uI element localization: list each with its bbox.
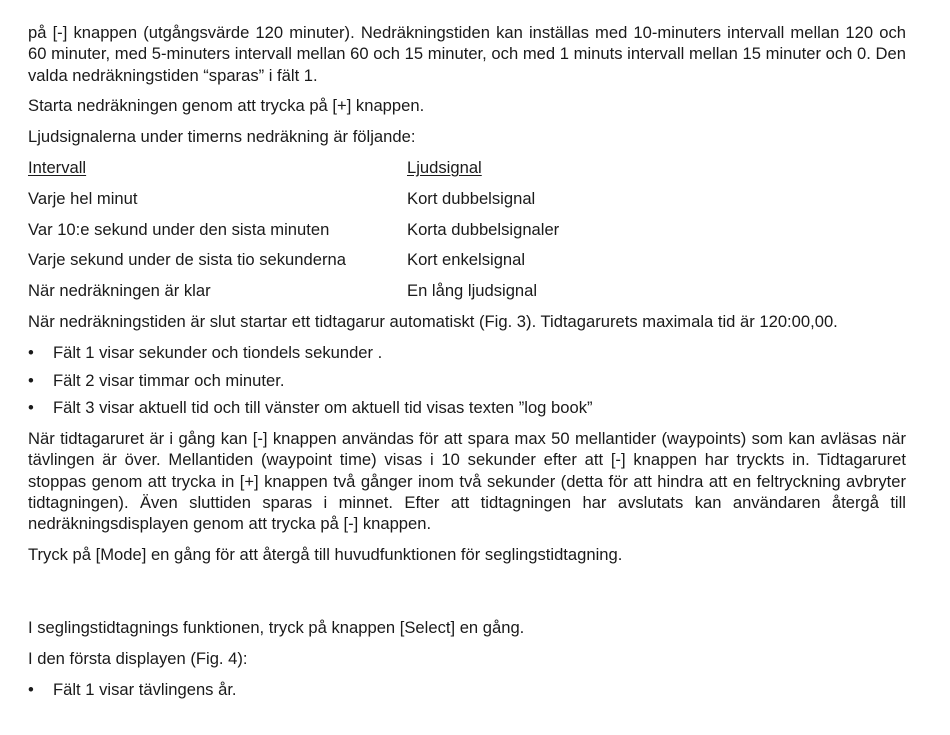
bullet-icon: • — [28, 398, 34, 418]
paragraph-waypoints: När tidtagaruret är i gång kan [-] knappen användas för att spara max 50 mellantider (waypoints) som kan avläsas när tävlingen är över. Mellantiden (waypoint time) visas i 10 sekunder efter att [-] knappen har tryckts in. Tidtagaruret stoppas genom att trycka in [+] knappen två gånger inom två sekunder (detta för att hindra att en feltryckning avbryter tidtagningen). Även sluttiden sparas i minnet. Efter att tidtagningen har avslutats kan användaren återgå till nedräkningsdisplayen genom att trycka på [-] knappen. — [28, 429, 906, 534]
table-row — [28, 188, 906, 209]
paragraph-stopwatch-start: När nedräkningstiden är slut startar ett tidtagarur automatiskt (Fig. 3). Tidtagarurets maximala tid är 120:00,00. — [28, 311, 838, 331]
table-row — [28, 249, 906, 270]
list-item — [28, 679, 906, 700]
paragraph-first-display: I den första displayen (Fig. 4): — [28, 649, 248, 669]
list-item-text: Fält 1 visar tävlingens år. — [53, 680, 237, 700]
bullet-icon: • — [28, 370, 34, 390]
table-cell-signal: Kort enkelsignal — [407, 250, 526, 270]
bullet-icon: • — [28, 680, 34, 700]
list-item-text: Fält 1 visar sekunder och tiondels sekunder . — [53, 342, 383, 362]
list-item — [28, 397, 906, 418]
table-cell-interval: Var 10:e sekund under den sista minuten — [28, 219, 330, 239]
paragraph-return-mode: Tryck på [Mode] en gång för att återgå till huvudfunktionen för seglingstidtagning. — [28, 545, 623, 565]
bullet-list-fields — [28, 342, 906, 419]
paragraph-start-countdown: Starta nedräkningen genom att trycka på [+] knappen. — [28, 96, 425, 116]
table-cell-interval: När nedräkningen är klar — [28, 281, 211, 301]
paragraph-countdown-settings: på [-] knappen (utgångsvärde 120 minuter). Nedräkningstiden kan inställas med 10-minuters intervall mellan 120 och 60 minuter, med 5-minuters intervall mellan 60 och 15 minuter, och med 1 minuts intervall mellan 15 minuter och 0. Den valda nedräkningstiden “sparas” i fält 1. — [28, 23, 906, 85]
paragraph-sound-signals-intro: Ljudsignalerna under timerns nedräkning är följande: — [28, 127, 416, 147]
bullet-icon: • — [28, 342, 34, 362]
table-cell-interval: Varje sekund under de sista tio sekunderna — [28, 250, 346, 270]
table-row — [28, 219, 906, 240]
table-cell-signal: Korta dubbelsignaler — [407, 219, 560, 239]
list-item-text: Fält 2 visar timmar och minuter. — [53, 370, 285, 390]
list-item — [28, 370, 906, 391]
table-header-row — [28, 157, 906, 178]
table-header-signal: Ljudsignal — [407, 157, 482, 177]
bullet-list-first-display — [28, 679, 906, 700]
table-cell-interval: Varje hel minut — [28, 188, 138, 208]
table-cell-signal: Kort dubbelsignal — [407, 188, 536, 208]
table-header-interval: Intervall — [28, 157, 87, 177]
table-cell-signal: En lång ljudsignal — [407, 281, 538, 301]
list-item-text: Fält 3 visar aktuell tid och till vänster om aktuell tid visas texten ”log book” — [53, 398, 593, 418]
list-item — [28, 342, 906, 363]
table-row — [28, 280, 906, 301]
paragraph-select-button: I seglingstidtagnings funktionen, tryck på knappen [Select] en gång. — [28, 618, 525, 638]
sound-signal-table — [28, 157, 906, 301]
